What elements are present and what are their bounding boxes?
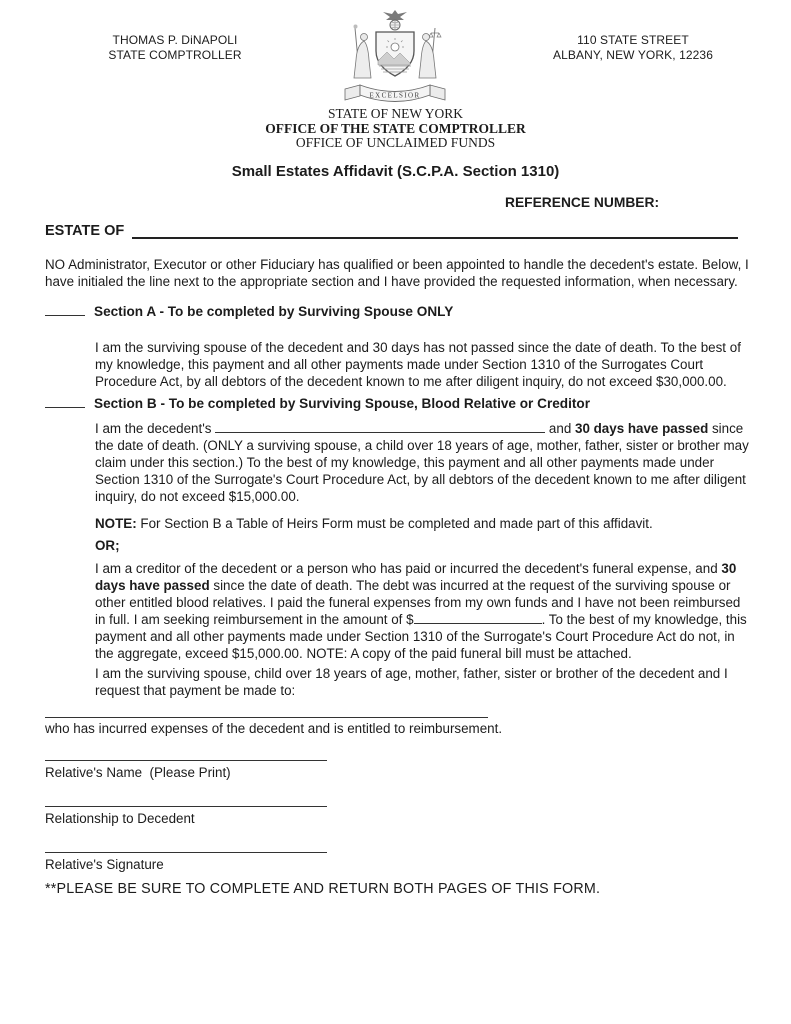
comptroller-title: STATE COMPTROLLER [108, 48, 242, 62]
relatives-signature-label: Relative's Signature [45, 857, 164, 872]
comptroller-name: THOMAS P. DiNAPOLI [112, 33, 238, 47]
creditor-thirty-days-bold: 30 days have passed [95, 561, 737, 593]
relatives-name-field[interactable] [45, 746, 327, 761]
decedent-relationship-field[interactable] [215, 421, 545, 433]
signature-block [45, 838, 327, 872]
section-b-heading [45, 395, 590, 411]
decedent-prefix-text: I am the decedent's [95, 421, 212, 436]
section-a-initials-field[interactable] [45, 303, 85, 316]
payee-name-field[interactable] [45, 702, 488, 718]
note-text: For Section B a Table of Heirs Form must be completed and made part of this affidavit. [140, 516, 653, 531]
agency-block [0, 107, 791, 151]
relatives-name-block [45, 746, 327, 780]
relationship-label: Relationship to Decedent [45, 811, 195, 826]
section-b-heading-text: Section B - To be completed by Surviving Spouse, Blood Relative or Creditor [94, 396, 590, 411]
section-b-initials-field[interactable] [45, 395, 85, 408]
section-b-paragraph [95, 420, 750, 505]
address-block [514, 33, 752, 63]
table-of-heirs-note [95, 515, 750, 532]
payee-block [45, 702, 502, 736]
reimbursement-amount-field[interactable] [414, 612, 542, 624]
estate-of-row [45, 223, 738, 239]
section-a-heading-text: Section A - To be completed by Surviving Spouse ONLY [94, 304, 454, 319]
new-york-state-seal-icon [328, 8, 462, 108]
comptroller-name-block [68, 33, 282, 63]
relatives-signature-field[interactable] [45, 838, 327, 853]
relationship-field[interactable] [45, 792, 327, 807]
or-separator: OR; [95, 538, 120, 553]
payee-caption: who has incurred expenses of the decedent and is entitled to reimbursement. [45, 721, 503, 736]
return-both-pages-note: **PLEASE BE SURE TO COMPLETE AND RETURN BOTH PAGES OF THIS FORM. [45, 881, 601, 897]
creditor-text-1: I am a creditor of the decedent or a person who has paid or incurred the decedent's funeral expense, and [95, 561, 718, 576]
agency-office: OFFICE OF THE STATE COMPTROLLER [265, 120, 526, 136]
relationship-block [45, 792, 327, 826]
address-street: 110 STATE STREET [577, 33, 689, 47]
creditor-text-3: . To the best of my knowledge, this payment and all other payments made under Section 1310 of the Surrogate's Court Procedure Act do not, in the aggregate, exceed $15,000.00. NOTE: A copy of the paid funeral bill must be attached. [95, 612, 747, 661]
intro-paragraph: NO Administrator, Executor or other Fiduciary has qualified or been appointed to handle the decedent's estate. Below, I have initialed the line next to the appropriate section and I have provided the requested information, when necessary. [45, 257, 749, 289]
note-label: NOTE: [95, 516, 137, 531]
seal-motto: EXCELSIOR [369, 91, 421, 100]
agency-state: STATE OF NEW YORK [327, 106, 464, 121]
payment-request-paragraph: I am the surviving spouse, child over 18 years of age, mother, father, sister or brother of the decedent and I request that payment be made to: [95, 666, 728, 698]
estate-of-label: ESTATE OF [45, 223, 125, 239]
estate-name-field[interactable] [132, 223, 738, 239]
form-title: Small Estates Affidavit (S.C.P.A. Section 1310) [231, 163, 560, 180]
section-a-paragraph: I am the surviving spouse of the decedent and 30 days has not passed since the date of death. To the best of my knowledge, this payment and all other payments made under Section 1310 of the Surrogates Court Procedure Act, by all debtors of the decedent known to me after diligent inquiry, do not exceed $30,000.00. [95, 340, 741, 389]
section-a-heading [45, 303, 453, 319]
creditor-paragraph [95, 560, 750, 662]
and-text: and [548, 421, 572, 436]
section-b-rest-text: since the date of death. (ONLY a surviving spouse, a child over 18 years of age, mother, father, sister or brother may claim under this section.) To the best of my knowledge, this payment and all other payments made under Section 1310 of the Surrogate's Court Procedure Act, by all debtors of the decedent known to me after diligent inquiry, do not exceed $15,000.00. [95, 421, 749, 504]
reference-number-label: REFERENCE NUMBER: [505, 195, 660, 210]
agency-division: OFFICE OF UNCLAIMED FUNDS [295, 135, 496, 150]
creditor-text-2: since the date of death. The debt was incurred at the request of the surviving spouse or other entitled blood relatives. I paid the funeral expenses from my own funds and I have not been reimbursed in full. I am seeking reimbursement in the amount of $ [95, 578, 741, 627]
address-city: ALBANY, NEW YORK, 12236 [553, 48, 713, 62]
thirty-days-passed-bold: 30 days have passed [575, 421, 709, 436]
relatives-name-label: Relative's Name (Please Print) [45, 765, 231, 780]
